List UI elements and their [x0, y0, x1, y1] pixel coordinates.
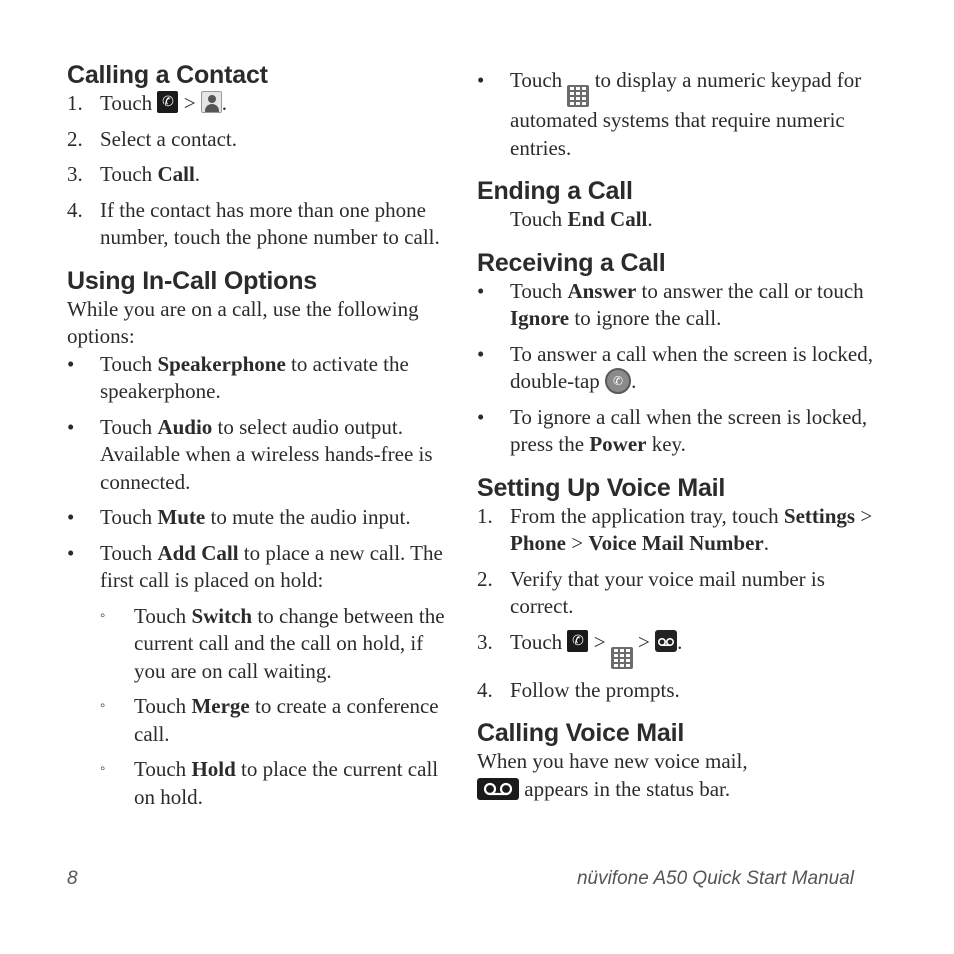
answer-icon: ✆ [605, 368, 631, 394]
step-end: . [221, 91, 228, 115]
bullet-text: Touch [100, 540, 158, 565]
bullet-text: Touch [510, 68, 563, 92]
ending-text [510, 206, 877, 234]
bullet-text: to mute the audio input. [205, 505, 411, 529]
speakerphone-label: Speakerphone [157, 351, 286, 376]
bullet-text: to ignore the call. [569, 306, 722, 330]
answer-label: Answer [567, 278, 637, 303]
calling-vm-line-2 [477, 776, 877, 804]
bullet-mute [67, 504, 457, 532]
bullet: • [67, 351, 75, 376]
call-label: Call [157, 162, 195, 186]
keypad-icon [567, 85, 589, 107]
separator: > [183, 91, 196, 115]
bullet-text: to answer the call or touch [636, 278, 864, 303]
bullet: • [477, 404, 485, 429]
heading-ending-a-call: Ending a Call [477, 177, 633, 205]
settings-label: Settings [783, 503, 856, 528]
bullet: • [67, 540, 75, 565]
separator: > [593, 629, 606, 654]
vm-step-2 [477, 566, 877, 621]
bullet-text: Touch [100, 505, 158, 529]
step-text: Touch [100, 162, 158, 186]
separator: > [638, 629, 650, 654]
left-column [67, 60, 457, 811]
ending-before: Touch [510, 207, 568, 231]
bullet-text: to select audio output. Available when a wireless hands-free is connected. [100, 414, 433, 494]
bullet-add-call [67, 540, 457, 595]
step-3 [67, 161, 457, 189]
bullet-text: To answer a call when the screen is locked, double-tap [510, 341, 873, 393]
sub-bullet: ◦ [100, 761, 106, 777]
heading-receiving-a-call: Receiving a Call [477, 248, 666, 277]
bullet: • [477, 68, 485, 92]
bullet-text: Touch [100, 414, 158, 439]
bullet-double-tap [477, 341, 877, 396]
bullet: • [67, 505, 75, 529]
ignore-label: Ignore [510, 306, 570, 330]
step-number: 3. [67, 162, 83, 186]
step-1 [67, 90, 457, 118]
heading-setting-up-voice-mail: Setting Up Voice Mail [477, 473, 726, 502]
contact-icon [201, 91, 222, 113]
bullet-end: . [631, 369, 637, 393]
audio-label: Audio [157, 414, 213, 439]
vm-step-3 [477, 629, 877, 669]
bullet-text: to display a numeric keypad for automated systems that require numeric entries. [510, 68, 862, 160]
step-text: Follow the prompts. [510, 677, 680, 702]
sub-bullet-text: Touch [134, 757, 192, 781]
step-number: 1. [67, 91, 83, 115]
bullet-text: to activate the speakerphone. [100, 351, 409, 403]
power-label: Power [589, 432, 647, 456]
calling-vm-line-1: When you have new voice mail, [477, 749, 748, 773]
sub-bullet-text: to create a conference call. [134, 694, 439, 746]
bullet-speakerphone [67, 351, 457, 406]
step-end: . [763, 531, 769, 555]
sub-bullet: ◦ [100, 698, 106, 714]
sub-bullet: ◦ [100, 607, 106, 624]
vm-step-4 [477, 677, 877, 705]
sub-bullet-text: to place the current call on hold. [134, 757, 439, 809]
step-number: 3. [477, 629, 493, 654]
bullet-text: Touch [100, 351, 158, 376]
add-call-label: Add Call [157, 540, 239, 565]
heading-calling-voice-mail: Calling Voice Mail [477, 719, 685, 747]
step-text: Touch [100, 91, 153, 115]
sub-bullet-merge [100, 693, 457, 748]
step-number: 2. [477, 566, 493, 591]
step-4 [67, 197, 457, 252]
merge-label: Merge [191, 694, 250, 718]
keypad-icon [611, 647, 633, 669]
step-text: From the application tray, touch [510, 503, 784, 528]
step-number: 4. [67, 197, 83, 222]
bullet: • [477, 341, 485, 366]
bullet-text: Touch [510, 278, 568, 303]
step-number: 2. [67, 126, 83, 151]
sub-bullet-text: Touch [134, 694, 192, 718]
bullet-audio [67, 414, 457, 497]
step-number: 1. [477, 503, 493, 528]
step-text: Touch [510, 629, 563, 654]
bullet: • [477, 278, 485, 303]
right-column [477, 67, 877, 803]
phone-icon: ✆ [567, 630, 588, 652]
ending-after: . [647, 207, 653, 231]
step-end: . [677, 629, 683, 654]
separator: > [855, 503, 873, 528]
sub-bullet-text: to change between the current call and the call on hold, if you are on call waiting. [134, 603, 445, 683]
step-number: 4. [477, 677, 493, 702]
end-call-label: End Call [567, 207, 648, 231]
sub-bullet-text: Touch [134, 603, 192, 628]
status-bar-text: appears in the status bar. [519, 776, 731, 801]
bullet-power [477, 404, 877, 459]
step-text: Verify that your voice mail number is correct. [510, 566, 825, 618]
bullet-answer-ignore [477, 278, 877, 333]
step-text: If the contact has more than one phone number, touch the phone number to call. [100, 197, 440, 249]
bullet-keypad [477, 67, 877, 162]
mute-label: Mute [157, 505, 206, 529]
step-2 [67, 126, 457, 154]
phone-icon: ✆ [157, 91, 178, 113]
sub-bullet-hold [100, 756, 457, 811]
vm-step-1 [477, 503, 877, 558]
step-end: . [194, 162, 201, 186]
hold-label: Hold [191, 757, 236, 781]
switch-label: Switch [191, 603, 253, 628]
sub-bullet-switch [100, 603, 457, 686]
heading-using-in-call-options: Using In-Call Options [67, 266, 317, 295]
phone-label: Phone [510, 531, 567, 555]
bullet-text: to place a new call. The first call is placed on hold: [100, 540, 443, 592]
step-text: Select a contact. [100, 126, 238, 151]
page-number: 8 [67, 868, 78, 889]
bullet: • [67, 414, 75, 439]
bullet-text: key. [646, 432, 686, 456]
separator: > [566, 531, 589, 555]
in-call-intro: While you are on a call, use the following options: [67, 296, 419, 348]
heading-calling-a-contact: Calling a Contact [67, 61, 268, 89]
voicemail-icon [477, 778, 519, 800]
bullet-text: To ignore a call when the screen is locked, press the [510, 404, 868, 456]
voice-mail-number-label: Voice Mail Number [588, 531, 764, 555]
voicemail-icon [655, 630, 677, 652]
manual-title: nüvifone A50 Quick Start Manual [576, 868, 854, 889]
